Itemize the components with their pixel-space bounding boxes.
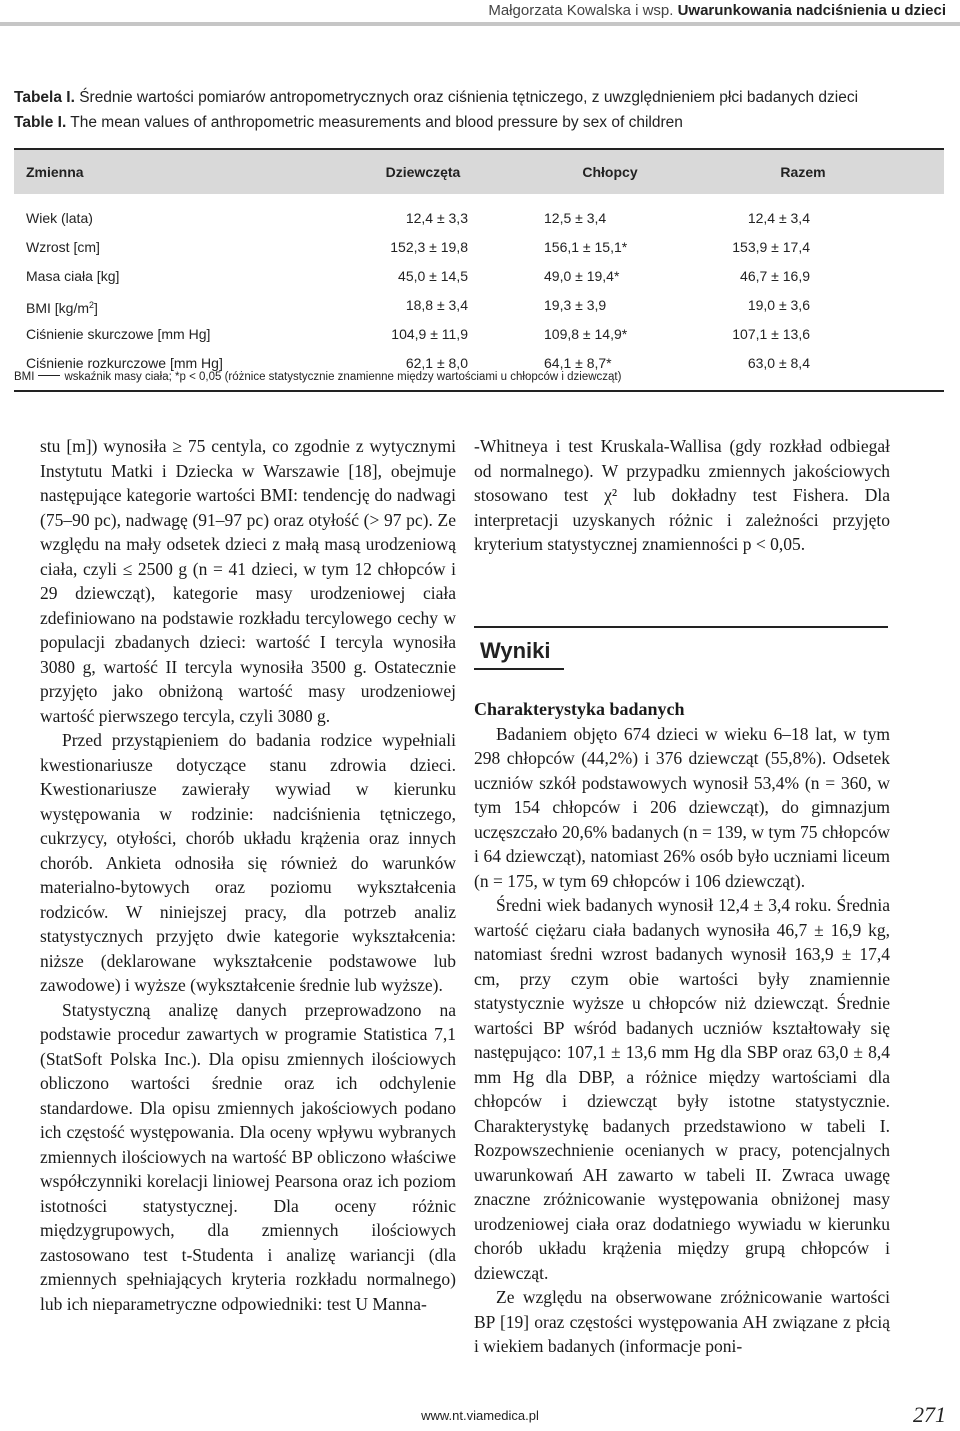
footnote-abbr: BMI [14,371,35,383]
subsection-title: Charakterystyka badanych [474,699,685,719]
cell-boys: 49,0 ± 19,4* [544,268,620,284]
header-girls: Dziewczęta [385,164,461,180]
paragraph: Statystyczną analizę danych przeprowadzono na podstawie procedur zawartych w programie Statistica 7,1 (StatSoft Polska Inc.). Dla opisu zmiennych ilościowych obliczono wartości średnie oraz ich odchylenie standardowe. Dla opisu zmiennych jakościowych podano ich częstość występowania. Dla oceny wpływu wybranych zmiennych ilościowych na wartość BP obliczono właściwe współczynniki korelacji liniowej Pearsona oraz ich poziom istotności statystycznej. Dla oceny różnic międzygrupowych, dla zmiennych ilościowych zastosowano test t-Studenta i analizę wariancji (dla zmiennych spełniających kryteria rozkładu normalnego) lub ich nieparametryczne odpowiedniki: test U Manna- [40,999,456,1314]
right-column-results [474,697,890,1359]
cell-total: 63,0 ± 8,4 [747,355,810,371]
table-row [14,204,944,233]
paragraph: Średni wiek badanych wynosił 12,4 ± 3,4 roku. Średnia wartość ciężaru ciała badanych wynosiła 46,7 ± 16,9 kg, natomiast średni wzrost badanych wynosił 163,9 ± 17,4 cm, przy czym obie wartości były znamiennie statystycznie wyższe u chłopców niż dziewcząt. Średnie wartości BP wśród badanych uczniów kształtowały się następująco: 107,1 ± 13,6 mm Hg dla SBP oraz 63,0 ± 8,4 mm Hg dla DBP, a różnice między wartościami dla chłopców i dziewcząt były istotne statystycznie. Charakterystykę badanych przedstawiono w tabeli I. Rozpowszechnienie ocenianych w pracy, potencjalnych uwarunkowań AH zawarto w tabeli II. Zwraca uwagę znaczne zróżnicowanie występowania obniżonej masy urodzeniowej ciała oraz dodatniego wywiadu w kierunku chorób układu krążenia między grupą chłopców i dziewcząt. [474,895,890,1283]
row-label: Wiek (lata) [26,210,93,226]
running-head [488,2,946,19]
page-header [0,0,960,24]
cell-girls: 18,8 ± 3,4 [405,297,468,313]
cell-total: 107,1 ± 13,6 [732,326,810,342]
page-footer [0,1400,960,1431]
running-head-title: Uwarunkowania nadciśnienia u dzieci [677,2,946,19]
row-label: Masa ciała [kg] [26,268,120,284]
row-label: Ciśnienie rozkurczowe [mm Hg] [26,355,223,371]
row-label: Ciśnienie skurczowe [mm Hg] [26,326,211,342]
journal-url[interactable]: www.nt.viamedica.pl [421,1408,539,1423]
table-row [14,320,944,349]
paragraph: Badaniem objęto 674 dzieci w wieku 6–18 lat, w tym 298 chłopców (44,2%) i 376 dziewcząt (55,8%). Odsetek uczniów szkół podstawowych wynosił 53,4% (n = 360, w tym 154 chłopców i 206 dziewcząt), do gimnazjum uczęszczało 20,6% badanych (n = 139, w tym 75 chłopców i 64 dziewcząt), natomiast 26% osób było uczniami liceum (n = 175, w tym 69 chłopców i 106 dziewcząt). [474,723,890,891]
table-header-row [14,148,944,194]
page-number: 271 [913,1402,946,1427]
cell-boys: 109,8 ± 14,9* [544,326,628,342]
table-caption-pl [14,88,944,108]
paragraph: Ze względu na obserwowane zróżnicowanie wartości BP [19] oraz częstości występowania AH związane z płcią i wiekiem badanych (informacje poni- [474,1287,890,1356]
table-label-pl: Tabela I. [14,89,75,106]
table-row [14,233,944,262]
section-underline [474,668,564,670]
cell-boys: 19,3 ± 3,9 [544,297,607,313]
table-caption-pl-text: Średnie wartości pomiarów antropometrycznych oraz ciśnienia tętniczego, z uwzględnieniem płci badanych dzieci [79,89,859,106]
cell-girls: 45,0 ± 14,5 [398,268,468,284]
right-column-top [474,434,890,557]
left-column [40,434,456,1316]
section-title: Wyniki [480,638,551,663]
header-variable: Zmienna [26,164,84,180]
footnote-text: wskaźnik masy ciała; *p < 0,05 (różnice statystycznie znamienne między wartościami u chłopców i dziewcząt) [64,371,622,383]
footnote-dash [38,375,60,376]
running-head-authors: Małgorzata Kowalska i wsp. [488,2,674,19]
cell-boys: 64,1 ± 8,7* [544,355,612,371]
table-row [14,262,944,291]
paragraph: stu [m]) wynosiła ≥ 75 centyla, co zgodnie z wytycznymi Instytutu Matki i Dziecka w Warszawie [18], obejmuje następujące kategorie wartości BMI: tendencję do nadwagi (75–90 pc), nadwagę (91–97 pc) oraz otyłość (> 97 pc). Ze względu na mały odsetek dzieci z małą masą urodzeniową ciała, czyli ≤ 2500 g (n = 41 dzieci, w tym 12 chłopców i 29 dziewcząt), kategorie masy urodzeniowej ciała zdefiniowano na podstawie rozkładu tercylowego cechy w populacji zbadanych dzieci: wartość I tercyla wynosiła 3080 g, wartość II tercyla wynosiła 3500 g. Ostatecznie przyjęto jako obniżoną wartość masy urodzeniowej wartość pierwszego tercyla, czyli 3080 g. [40,436,456,726]
cell-boys: 156,1 ± 15,1* [544,239,628,255]
header-boys: Chłopcy [582,164,638,180]
paragraph: Przed przystąpieniem do badania rodzice wypełniali kwestionariusze dotyczące stanu zdrowia dzieci. Kwestionariusze zawierały wywiad w kierunku występowania w rodzinie: nadciśnienia tętniczego, cukrzycy, otyłości, chorób układu krążenia oraz innych chorób. Ankieta odnosiła się również do warunków materialno-bytowych oraz poziomu wykształcenia rodziców. W niniejszej pracy, dla potrzeb analiz statystycznych przyjęto dwie kategorie wykształcenia: niższe (deklarowane wykształcenie podstawowe lub zawodowe) i wyższe (wykształcenie średnie lub wyższe). [40,730,456,995]
section-heading-results [474,626,888,668]
cell-girls: 104,9 ± 11,9 [391,326,468,342]
table-caption-en-text: The mean values of anthropometric measurements and blood pressure by sex of children [70,114,683,131]
table-body [14,194,944,392]
cell-total: 153,9 ± 17,4 [732,239,810,255]
header-rule [0,22,960,26]
table-footnote [14,371,944,383]
cell-boys: 12,5 ± 3,4 [544,210,607,226]
table-caption-en [14,113,944,133]
cell-girls: 152,3 ± 19,8 [390,239,468,255]
cell-total: 19,0 ± 3,6 [747,297,810,313]
cell-girls: 12,4 ± 3,3 [405,210,468,226]
cell-total: 46,7 ± 16,9 [740,268,810,284]
row-label: Wzrost [cm] [26,239,100,255]
header-total: Razem [780,164,826,180]
row-label: BMI $[kg/m^2]$ [26,300,98,316]
cell-total: 12,4 ± 3,4 [747,210,810,226]
paragraph: -Whitneya i test Kruskala-Wallisa (gdy rozkład odbiegał od normalnego). W przypadku zmiennych jakościowych stosowano test χ² lub dokładny test Fishera. Dla interpretacji uzyskanych różnic i zależności przyjęto kryterium statystycznej znamienności p < 0,05. [474,436,890,554]
table-label-en: Table I. [14,114,67,131]
data-table [14,148,944,392]
table-row [14,291,944,320]
cell-girls: 62,1 ± 8,0 [405,355,468,371]
